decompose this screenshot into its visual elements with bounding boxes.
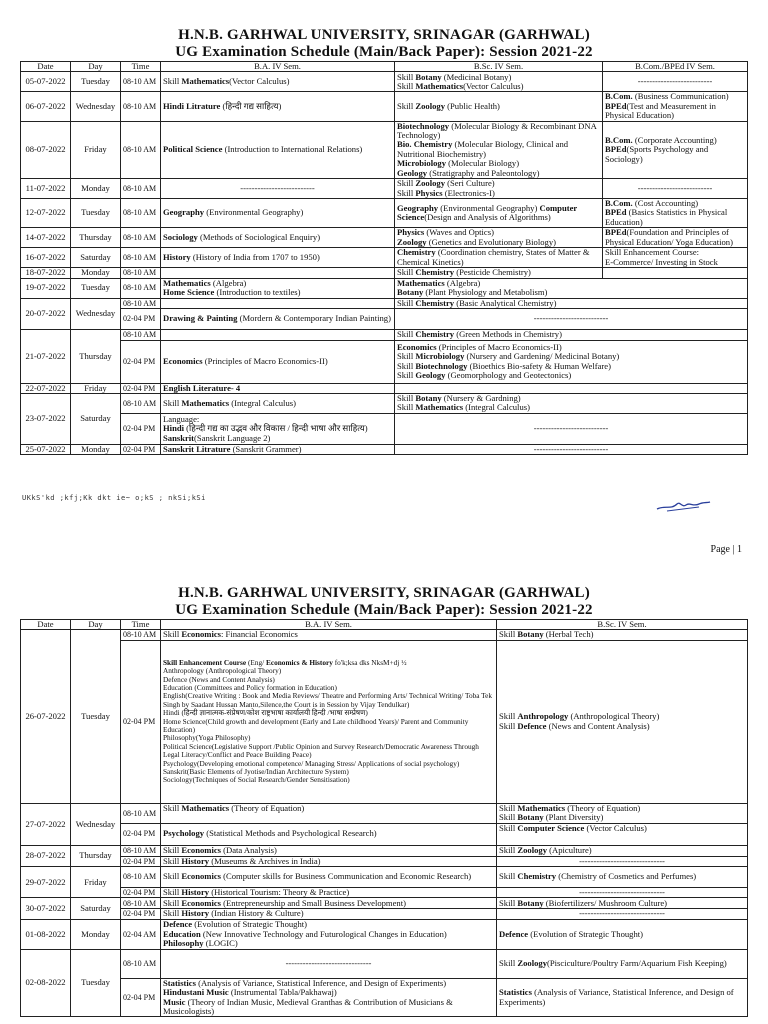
schedule-title: UG Examination Schedule (Main/Back Paper): Session 2021-22	[175, 44, 593, 60]
ba-cell: Skill Economics (Entrepreneurship and Small Business Development)	[161, 898, 497, 909]
day-cell: Monday	[71, 919, 121, 949]
table-row	[21, 340, 748, 383]
bsc-cell: Skill Chemistry (Pesticide Chemistry)	[395, 268, 603, 278]
bsc-cell: Economics (Principles of Macro Economics-II) Skill Microbiology (Nursery and Gardening/ Medicinal Botany) Skill Biotechnology (Bioethics Bio-safety & Human Welfare) Skill Geology (Geomorphology and Geotectonics)	[395, 340, 748, 383]
time-cell: 02-04 PM	[121, 309, 161, 330]
bcom-cell: --------------------------	[603, 72, 748, 92]
table-row	[21, 978, 748, 1017]
date-cell: 22-07-2022	[21, 383, 71, 393]
day-cell: Friday	[71, 121, 121, 178]
ba-cell: Skill Mathematics(Vector Calculus)	[161, 72, 395, 92]
ba-cell: Psychology (Statistical Methods and Psychological Research)	[161, 823, 497, 845]
ba-cell: Skill History (Indian History & Culture)	[161, 909, 497, 919]
date-cell: 26-07-2022	[21, 630, 71, 803]
day-cell: Thursday	[71, 228, 121, 248]
time-cell: 08-10 AM	[121, 268, 161, 278]
bcom-cell: B.Com. (Cost Accounting) BPEd (Basics Statistics in Physical Education)	[603, 199, 748, 228]
day-cell: Tuesday	[71, 949, 121, 1017]
table-row	[21, 383, 748, 393]
table-row	[21, 393, 748, 413]
page-2	[0, 585, 768, 1017]
date-cell: 19-07-2022	[21, 278, 71, 298]
ba-cell: Skill Economics (Computer skills for Business Communication and Economic Research)	[161, 867, 497, 888]
bcom-cell: B.Com. (Corporate Accounting) BPEd(Sports Psychology and Sociology)	[603, 121, 748, 178]
time-cell: 08-10 AM	[121, 845, 161, 856]
day-cell: Tuesday	[71, 72, 121, 92]
day-cell: Thursday	[71, 330, 121, 383]
footer-note: UKkS'kd ;kfj;Kk dkt ie~ o;kS ; nkSi;kSi	[22, 494, 206, 502]
date-cell: 05-07-2022	[21, 72, 71, 92]
table-row	[21, 898, 748, 909]
bsc-cell: --------------------------	[395, 413, 748, 444]
header-time: Time	[121, 620, 161, 630]
time-cell: 02-04 PM	[121, 444, 161, 454]
table-row	[21, 413, 748, 444]
day-cell: Friday	[71, 383, 121, 393]
ba-cell: Hindi Litrature (हिन्दी गद्य साहित्य)	[161, 92, 395, 121]
day-cell: Monday	[71, 179, 121, 199]
header-bsc: B.Sc. IV Sem.	[497, 620, 748, 630]
ba-cell	[161, 330, 395, 340]
ba-cell: Defence (Evolution of Strategic Thought) Education (New Innovative Technology and Futurological Changes in Education) Philosophy (LOGIC)	[161, 919, 497, 949]
ba-cell: Sanskrit Litrature (Sanskrit Grammer)	[161, 444, 395, 454]
ba-cell: Language: Hindi (हिन्दी गद्य का उद्भव और विकास / हिन्दी भाषा और साहित्य) Sanskrit(Sanskrit Language 2)	[161, 413, 395, 444]
bsc-cell: Skill Zoology (Public Health)	[395, 92, 603, 121]
time-cell: 08-10 AM	[121, 898, 161, 909]
day-cell: Wednesday	[71, 92, 121, 121]
ba-cell: Skill Economics (Data Analysis)	[161, 845, 497, 856]
ba-cell: Skill Mathematics (Integral Calculus)	[161, 393, 395, 413]
time-cell: 02-04 PM	[121, 909, 161, 919]
table-row	[21, 121, 748, 178]
time-cell: 08-10 AM	[121, 298, 161, 308]
header-time: Time	[121, 62, 161, 72]
header-ba: B.A. IV Sem.	[161, 62, 395, 72]
time-cell: 02-04 PM	[121, 888, 161, 898]
bsc-cell: --------------------------	[395, 444, 748, 454]
day-cell: Tuesday	[71, 199, 121, 228]
table-row	[21, 823, 748, 845]
date-cell: 25-07-2022	[21, 444, 71, 454]
bsc-cell: Mathematics (Algebra) Botany (Plant Physiology and Metabolism)	[395, 278, 748, 298]
day-cell: Monday	[71, 444, 121, 454]
bcom-cell: B.Com. (Business Communication) BPEd(Test and Measurement in Physical Education)	[603, 92, 748, 121]
date-cell: 16-07-2022	[21, 248, 71, 268]
bsc-cell: ------------------------------	[497, 909, 748, 919]
table-row	[21, 640, 748, 803]
bsc-cell: Skill Chemistry (Basic Analytical Chemistry)	[395, 298, 748, 308]
day-cell: Saturday	[71, 393, 121, 444]
time-cell: 02-04 PM	[121, 823, 161, 845]
date-cell: 28-07-2022	[21, 845, 71, 866]
time-cell: 08-10 AM	[121, 393, 161, 413]
time-cell: 08-10 AM	[121, 278, 161, 298]
date-cell: 29-07-2022	[21, 867, 71, 898]
ba-cell: Skill Economics: Financial Economics	[161, 630, 497, 640]
table-row	[21, 199, 748, 228]
date-cell: 18-07-2022	[21, 268, 71, 278]
ba-cell: Statistics (Analysis of Variance, Statistical Inference, and Design of Experiments) Hindustani Music (Instrumental Tabla/Pakhawaj) Music (Theory of Indian Music, Medieval Granthas & Contribution of Musicians & Musicologists)	[161, 978, 497, 1017]
bsc-cell: Skill Botany (Biofertilizers/ Mushroom Culture)	[497, 898, 748, 909]
header-day: Day	[71, 62, 121, 72]
time-cell: 02-04 PM	[121, 340, 161, 383]
bsc-cell: Skill Zoology (Seri Culture) Skill Physics (Electronics-I)	[395, 179, 603, 199]
table-row	[21, 228, 748, 248]
date-cell: 21-07-2022	[21, 330, 71, 383]
bsc-cell: Skill Zoology (Apiculture)	[497, 845, 748, 856]
ba-cell: English Literature- 4	[161, 383, 395, 393]
table-row	[21, 444, 748, 454]
day-cell: Saturday	[71, 248, 121, 268]
bcom-cell: --------------------------	[603, 179, 748, 199]
university-title: H.N.B. GARHWAL UNIVERSITY, SRINAGAR (GARHWAL)	[178, 27, 590, 43]
ba-cell: ------------------------------	[161, 949, 497, 978]
date-cell: 08-07-2022	[21, 121, 71, 178]
bsc-cell: Physics (Waves and Optics) Zoology (Genetics and Evolutionary Biology)	[395, 228, 603, 248]
time-cell: 08-10 AM	[121, 228, 161, 248]
table-row	[21, 919, 748, 949]
ba-cell: Skill History (Museums & Archives in India)	[161, 856, 497, 866]
table-row	[21, 298, 748, 308]
date-cell: 14-07-2022	[21, 228, 71, 248]
table-row	[21, 268, 748, 278]
university-title: H.N.B. GARHWAL UNIVERSITY, SRINAGAR (GARHWAL)	[178, 585, 590, 601]
ba-cell: Mathematics (Algebra) Home Science (Introduction to textiles)	[161, 278, 395, 298]
table-row	[21, 630, 748, 640]
ba-cell: Economics (Principles of Macro Economics-II)	[161, 340, 395, 383]
time-cell: 08-10 AM	[121, 867, 161, 888]
date-cell: 06-07-2022	[21, 92, 71, 121]
bsc-cell: Defence (Evolution of Strategic Thought)	[497, 919, 748, 949]
day-cell: Wednesday	[71, 298, 121, 329]
header-date: Date	[21, 62, 71, 72]
bsc-cell: --------------------------	[395, 309, 748, 330]
bsc-cell: Statistics (Analysis of Variance, Statistical Inference, and Design of Experiments)	[497, 978, 748, 1017]
ba-cell: Political Science (Introduction to International Relations)	[161, 121, 395, 178]
table-row	[21, 867, 748, 888]
bsc-cell: Skill Computer Science (Vector Calculus)	[497, 823, 748, 845]
header-date: Date	[21, 620, 71, 630]
day-cell: Thursday	[71, 845, 121, 866]
ba-cell: Geography (Environmental Geography)	[161, 199, 395, 228]
bsc-cell: Skill Botany (Herbal Tech)	[497, 630, 748, 640]
table-row	[21, 909, 748, 919]
ba-cell: Skill Mathematics (Theory of Equation)	[161, 803, 497, 823]
date-cell: 20-07-2022	[21, 298, 71, 329]
time-cell: 08-10 AM	[121, 248, 161, 268]
page-1	[0, 27, 768, 455]
header-day: Day	[71, 620, 121, 630]
time-cell: 08-10 AM	[121, 92, 161, 121]
schedule-table-2	[20, 619, 748, 1017]
ba-cell: --------------------------	[161, 179, 395, 199]
table-row	[21, 179, 748, 199]
bsc-cell: ------------------------------	[497, 888, 748, 898]
day-cell: Tuesday	[71, 630, 121, 803]
header-bsc: B.Sc. IV Sem.	[395, 62, 603, 72]
ba-cell: Skill History (Historical Tourism: Theory & Practice)	[161, 888, 497, 898]
bsc-cell: Skill Chemistry (Chemistry of Cosmetics and Perfumes)	[497, 867, 748, 888]
day-cell: Wednesday	[71, 803, 121, 845]
table-row	[21, 845, 748, 856]
table-row	[21, 888, 748, 898]
table-row	[21, 248, 748, 268]
ba-cell: Skill Enhancement Course (Eng/ Economics & History fo'k;ksa dks NksM+dj ½ Anthropology (Anthropological Theory) Defence (News and Content Analysis) Education (Committees and Policy formation in Education) English(Creative Writing : Book and Media Reviews/ Theatre and Performing Arts/ Technical Writing/ Toba Tek Singh by Saadant Hussan Manto,Silence,the Court is in Session by Vijay Tendulkar) Hindi (हिन्दी ज्ञानात्मक-संप्रेषण/कोश राष्ट्रभाषा कार्यालयी हिन्दी /भाषा सम्प्रेषण) Home Science(Child growth and development (Early and Late childhood Years)/ Parent and Community Education) Philosophy(Yoga Philosophy) Political Science(Legislative Support /Public Opinion and Survey Research/Democratic Awareness Through Legal Literacy/Conflict and Peace Building Peace) Psychology(Developing emotional competence/ Managing Stress/ Applications of social psychology) Sanskrit(Basic Elements of Jyotise/Indian Architecture System) Sociology(Techniques of Social Research/Gender Sensitisation)	[161, 640, 497, 803]
ba-cell: Drawing & Painting (Mordern & Contemporary Indian Painting)	[161, 309, 395, 330]
bsc-cell: ------------------------------	[497, 856, 748, 866]
date-cell: 30-07-2022	[21, 898, 71, 919]
day-cell: Tuesday	[71, 278, 121, 298]
date-cell: 01-08-2022	[21, 919, 71, 949]
table-row	[21, 92, 748, 121]
time-cell: 02-04 AM	[121, 919, 161, 949]
time-cell: 08-10 AM	[121, 803, 161, 823]
ba-cell	[161, 298, 395, 308]
bsc-cell: Skill Botany (Medicinal Botany) Skill Mathematics(Vector Calculus)	[395, 72, 603, 92]
time-cell: 02-04 PM	[121, 413, 161, 444]
time-cell: 02-04 PM	[121, 978, 161, 1017]
date-cell: 11-07-2022	[21, 179, 71, 199]
time-cell: 08-10 AM	[121, 179, 161, 199]
time-cell: 08-10 AM	[121, 949, 161, 978]
date-cell: 12-07-2022	[21, 199, 71, 228]
bsc-cell: Skill Botany (Nursery & Gardning) Skill Mathematics (Integral Calculus)	[395, 393, 748, 413]
date-cell: 02-08-2022	[21, 949, 71, 1017]
page-number: Page | 1	[710, 544, 742, 555]
bsc-cell: Skill Zoology(Pisciculture/Poultry Farm/Aquarium Fish Keeping)	[497, 949, 748, 978]
table-row	[21, 309, 748, 330]
ba-cell	[161, 268, 395, 278]
schedule-table-1	[20, 61, 748, 455]
table-row	[21, 330, 748, 340]
ba-cell: History (History of India from 1707 to 1950)	[161, 248, 395, 268]
table-row	[21, 856, 748, 866]
time-cell: 08-10 AM	[121, 330, 161, 340]
bsc-cell: Skill Anthropology (Anthropological Theory) Skill Defence (News and Content Analysis)	[497, 640, 748, 803]
table-row	[21, 949, 748, 978]
table-row	[21, 278, 748, 298]
ba-cell: Sociology (Methods of Sociological Enquiry)	[161, 228, 395, 248]
signature-icon	[655, 496, 711, 519]
bsc-cell: Biotechnology (Molecular Biology & Recombinant DNA Technology) Bio. Chemistry (Molecular Biology, Clinical and Nutritional Biochemistry) Microbiology (Molecular Biology) Geology (Stratigraphy and Paleontology)	[395, 121, 603, 178]
day-cell: Saturday	[71, 898, 121, 919]
date-cell: 27-07-2022	[21, 803, 71, 845]
table-row	[21, 803, 748, 823]
date-cell: 23-07-2022	[21, 393, 71, 444]
bcom-cell: BPEd(Foundation and Principles of Physical Education/ Yoga Education)	[603, 228, 748, 248]
header-bcom: B.Com./BPEd IV Sem.	[603, 62, 748, 72]
bsc-cell: Chemistry (Coordination chemistry, States of Matter & Chemical Kinetics)	[395, 248, 603, 268]
table-row	[21, 72, 748, 92]
bsc-cell: Skill Chemistry (Green Methods in Chemistry)	[395, 330, 748, 340]
bcom-cell	[603, 268, 748, 278]
day-cell: Monday	[71, 268, 121, 278]
header-ba: B.A. IV Sem.	[161, 620, 497, 630]
bsc-cell	[395, 383, 748, 393]
day-cell: Friday	[71, 867, 121, 898]
bsc-cell: Skill Mathematics (Theory of Equation) Skill Botany (Plant Diversity)	[497, 803, 748, 823]
time-cell: 08-10 AM	[121, 72, 161, 92]
time-cell: 08-10 AM	[121, 630, 161, 640]
time-cell: 08-10 AM	[121, 199, 161, 228]
bcom-cell: Skill Enhancement Course: E-Commerce/ Investing in Stock	[603, 248, 748, 268]
time-cell: 02-04 PM	[121, 383, 161, 393]
time-cell: 02-04 PM	[121, 856, 161, 866]
time-cell: 02-04 PM	[121, 640, 161, 803]
bsc-cell: Geography (Environmental Geography) Computer Science(Design and Analysis of Algorithms)	[395, 199, 603, 228]
schedule-title: UG Examination Schedule (Main/Back Paper): Session 2021-22	[175, 602, 593, 618]
time-cell: 08-10 AM	[121, 121, 161, 178]
